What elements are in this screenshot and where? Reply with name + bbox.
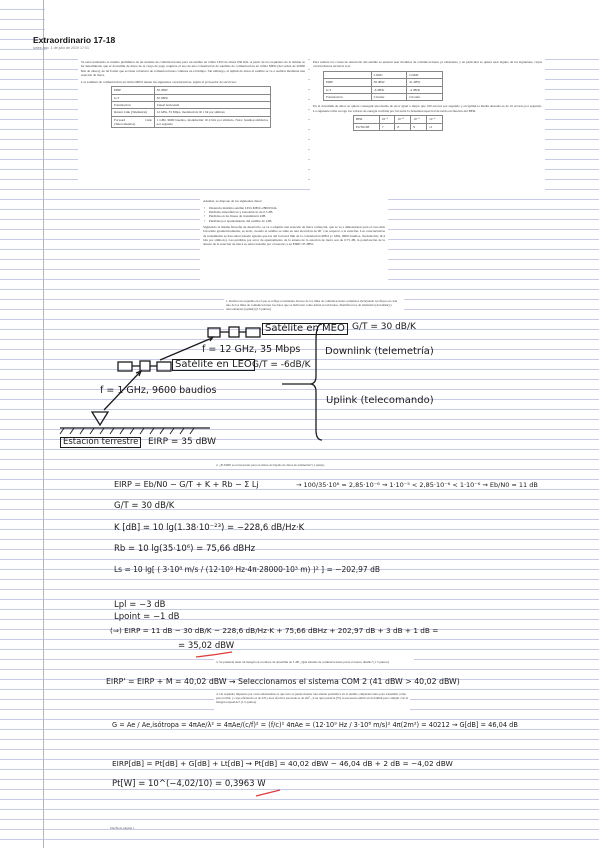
table-header: 10⁻⁶ (427, 116, 443, 123)
table-cell: 9 (411, 123, 427, 130)
question-4: 4. Un requisito impuesto por otros subsistemas es que solo se puede montar una antena parabólica en el satélite, empleada tanto para transmitir como para recibir, y cuya eficiencia es de 0.8 y área efectiva asociada es de 2m². ¿Con qué potencia (W) es necesario emitir en downlink para cumplir con el margen requerido? (1.5 puntos) (214, 691, 410, 713)
hw-eq-ber: → 100/35·10⁶ = 2,85·10⁻⁶ ⇝ 1·10⁻⁵ < 2,85·10⁻⁶ < 1·10⁻⁶ ⇝ Eb/N0 = 11 dB (296, 481, 538, 489)
table-cell: 12 GHz, 35 Mbps, modulación: Φ 1 bit por símbolo (154, 109, 270, 116)
hw-downlink-freq: f = 12 GHz, 35 Mbps (202, 344, 301, 355)
hw-eq-eirp-pt: EIRP[dB] = Pt[dB] + G[dB] + Lt[dB] ⇝ Pt[dB] = 40,02 dBW − 46,04 dB + 2 dB = −4,02 dBW (112, 759, 453, 768)
hw-uplink-label: Uplink (telecomando) (326, 395, 434, 406)
table-cell: G/T (112, 94, 155, 101)
highlight-underline-2 (256, 790, 280, 796)
question-3: 3. Se pretende tener un margen en el enlace de downlink de 3 dB. ¿Qué sistema de comunicaciones prevé el nuevo diseño? (1.5 puntos) (214, 659, 414, 668)
data-paragraph: Siguiendo la misma filosofía de desarrollo, se va a adquirir una estación de tierra comercial, que se va a dimensionar para el caso más favorable geométricamente, es decir, cuando el satélite se sitúe en una elevación de 90º con respecto a la estación. Las características de transmisión se han seleccionado iguales que las del forward link de la constelación MEO (1 GHz, 9600 baudios, modulación: Φ 4 bits por símbolo). Las pérdidas por error de apuntamiento de la antena de la estación de tierra son de 0.75 dB, la polarización de la antena de la estación de tierra es seleccionable por el usuario y su EIRP=35 dBW. (203, 224, 385, 247)
table-cell: 41 dBW (407, 79, 443, 86)
hw-eq-pt-watts: Pt[W] = 10^(−4,02/10) = 0,3963 W (112, 779, 266, 789)
hw-eq-k: K [dB] = 10 lg(1.38·10⁻²³) = −228,6 dB/Hz·K (114, 523, 305, 533)
meo-sat-body (229, 327, 239, 337)
list-item: • Distancia máxima satélite LEO-MEO=28000 Km. (203, 206, 385, 210)
leo-sat-panel-left (118, 362, 132, 371)
highlight-underline-1 (196, 652, 232, 657)
right-text-1: Para reducir los costes de desarrollo del satélite se quieren usar módulos de comunicaciones ya existentes, y en particular se quiere usar alguno de los siguientes, cuyas características técnicas son: (313, 60, 542, 69)
hw-eq-rb: Rb = 10 lg(35·10⁶) = 75,66 dBHz (114, 544, 256, 554)
brace (310, 324, 322, 440)
table-cell: EIRP (324, 79, 372, 86)
hw-eq-gain: G = Ae / Ae,isótropa = 4πAe/λ² = 4πAe/(c/f)² = (f/c)² 4πAe = (12·10⁹ Hz / 3·10⁸ m/s)² 4π(2m²) = 40212 ⇝ G[dB] = 46,04 dB (112, 721, 518, 729)
hw-gt-meo: G/T = 30 dB/K (352, 322, 416, 332)
table-cell: 11 (427, 123, 443, 130)
hw-eq-eirp: EIRP = Eb/N0 − G/T + K + Rb − Σ Lj (114, 480, 259, 489)
table-header: BER (354, 116, 380, 123)
table-cell: 30 dB/K (154, 94, 270, 101)
table-cell: G/T (324, 86, 372, 93)
table-header: 10⁻³ (379, 116, 395, 123)
statement-text-2: Los satélites de comunicación en órbita MEO tienen las siguientes características, según el proveedor de servicios: (81, 79, 237, 84)
hw-eq-eirp-sum: (⇒) EIRP = 11 dB − 30 dB/K − 228,6 dB/Hz·K + 75,66 dBHz + 202,97 dB + 3 dB + 1 dB = (110, 626, 439, 635)
hw-ground-eirp: EIRP = 35 dBW (148, 437, 217, 447)
list-item: • Pérdidas atmosféricas y ionosféricas de 0.5 dB. (203, 210, 385, 214)
hw-eq-ls: Ls = 10 lg[ ( 3·10⁸ m/s / (12·10⁹ Hz·4π·28000·10³ m) )² ] = −202,97 dB (114, 565, 380, 574)
table-cell: 8 (395, 123, 411, 130)
table-cell: 7 (379, 123, 395, 130)
ground-antenna (92, 412, 108, 425)
right-text-2: En el downlink de datos se quiere conseguir una media de error igual o mejor que 100 errores por segundo y en uplink la media deseada es de 10 errores por segundo. La siguiente tabla recoge los valores de energía recibida por bit entre la densidad espectral de ruido en función del BER. (313, 104, 542, 113)
hw-gt-leo: G/T = -6dB/K (252, 360, 311, 370)
page-title: Extraordinario 17-18 (33, 35, 116, 45)
data-intro: Además, se dispone de los siguientes datos: (203, 199, 263, 203)
hw-downlink-label: Downlink (telemetría) (325, 346, 434, 357)
table-cell: Circular (371, 93, 407, 100)
hw-eq-select-com: EIRP' = EIRP + M = 40,02 dBW ⇝ Seleccionamos el sistema COM 2 (41 dBW > 40,02 dBW) (106, 677, 460, 686)
table-cell: 1 GHz, 9600 baudios, modulación: Φ 4 bits por símbolo. Nota: baudios=símbolos por segundo (154, 116, 270, 128)
table-cell: 30 dBW (154, 87, 270, 94)
page-date: lunes ago. 1 de julio de 2019 17:01 (33, 46, 89, 50)
leo-sat-panel-right (157, 362, 171, 371)
table-cell: Eb/N0 dB (354, 123, 380, 130)
hw-eq-gt: G/T = 30 dB/K (114, 501, 175, 511)
hw-ground-station: Estación terrestre (60, 437, 141, 448)
list-item: • Pérdidas en las líneas de transmisión 2dB. (203, 214, 385, 218)
table-header: 10⁻⁴ (395, 116, 411, 123)
table-cell: Polarización (324, 93, 372, 100)
question-1: 1. Realice un esquema en el que se refleje el elemento del uso de los links de comunicaciones completos incluyendo los flujos en cada uno de los links de comunicaciones los datos que se indicaron como deben ser ubicados. Identificar los de telemetría (downlink) y telecomandos (uplink) (0.5 puntos) (224, 298, 404, 318)
meo-sat-panel-left (208, 328, 220, 337)
table-cell: -6 dB/K (371, 86, 407, 93)
table-cell: Circular (407, 93, 443, 100)
question-2: 2. ¿El EIRP es el necesario para el enlace de bajada de datos de telemetría? (1 punto) (214, 462, 404, 468)
list-item: • Pérdidas por apuntamiento del satélite de 1dB. (203, 219, 385, 223)
hw-sat-meo: Satélite en MEO (262, 323, 348, 335)
table-header: COM1 (371, 72, 407, 79)
hw-eq-lpl: Lpl = −3 dB (114, 600, 166, 610)
leo-sat-body (140, 361, 150, 371)
table-header: 10⁻⁵ (411, 116, 427, 123)
statement-text-1: Se está realizando el estudio preliminar de un sistema de comunicaciones para un satélite en órbita LEO de altura 650 Km. A partir de los requisitos de la misión se ha determinado que el downlink de datos de la carga de pago requiere el uso de una constelación de satélites de comunicación en órbita MEO (del orden de 20000 Km de altura), de tal forma que se tiene cobertura de comunicaciones continua en el tiempo. Sin embargo, el uplink de datos al satélite se va a realizar mediante una estación de tierra. (81, 60, 305, 77)
table-cell: EIRP (112, 87, 155, 94)
table-cell: 38 dBW (371, 79, 407, 86)
table-cell: Forward Link (Telecomandos) (112, 116, 155, 128)
table-cell: Lineal horizontal (154, 102, 270, 109)
hw-eq-eirp-result: = 35,02 dBW (178, 641, 235, 651)
table-header: COM2 (407, 72, 443, 79)
meo-sat-panel-right (246, 328, 260, 337)
table-cell: Polarización (112, 102, 155, 109)
page-footer: OneNote página 1 (110, 826, 135, 830)
hw-sat-leo: Satélite en LEO (172, 359, 255, 371)
hw-eq-lpoint: Lpoint = −1 dB (114, 612, 180, 622)
table-cell: -4 dB/K (407, 86, 443, 93)
hw-uplink-freq: f = 1 GHz, 9600 baudios (100, 385, 217, 396)
table-cell: Return Link (Telemetría) (112, 109, 155, 116)
